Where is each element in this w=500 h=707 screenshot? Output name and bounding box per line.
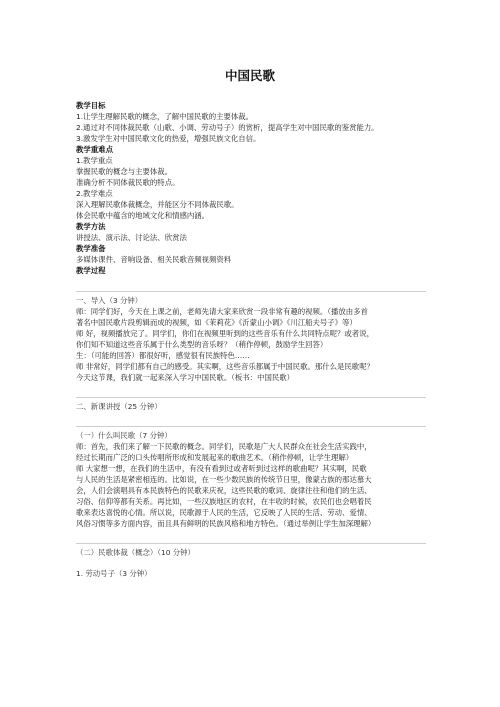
difficult-label: 2.教学难点 [76,189,113,198]
objectives-heading: 教学目标 [76,101,106,110]
part2-heading: （二）民歌体裁（概念）（10 分钟） [76,548,195,557]
section-divider [76,426,426,427]
section-divider [76,543,426,544]
new-lesson-heading: 二、新课讲授（25 分钟） [76,402,162,411]
key-label: 1.教学重点 [76,156,113,165]
intro-line: 今天这节课，我们就一起来深入学习中国民歌。（板书：中国民歌） [76,373,295,382]
part1-line: 师：首先，我们来了解一下民歌的概念。同学们，民歌是广大人民群众在社会生活实践中， [76,442,372,451]
document-body [76,100,426,579]
part1-line: 歌来表达喜悦的心情。所以说，民歌源于人民的生活，它反映了人民的生活、劳动、爱情、 [76,508,372,517]
intro-line: 师 非常好，同学们都有自己的感受。其实啊，这些音乐都属于中国民歌。那什么是民歌呢？ [76,362,374,371]
document-title: 中国民歌 [224,68,275,83]
key-item: 准确分析不同体裁民歌的特点。 [76,178,180,187]
part1-line: 经过长期而广泛的口头传唱所形成和发展起来的歌曲艺术。（稍作停顿，让学生理解） [76,453,354,462]
intro-heading: 一、导入（3 分钟） [76,296,143,305]
section-divider [76,291,426,292]
methods-heading: 教学方法 [76,222,106,231]
preparation-heading: 教学准备 [76,244,106,253]
sub1-heading: 1. 劳动号子（3 分钟） [76,569,152,578]
intro-line: 师 好，视频播放完了。同学们，你们在视频里听到的这些音乐有什么共同特点呢？或者说， [76,329,374,338]
objective-item: 1.让学生理解民歌的概念，了解中国民歌的主要体裁。 [76,112,254,121]
difficult-item: 体会民歌中蕴含的地域文化和情感内涵。 [76,211,210,220]
key-item: 掌握民歌的概念与主要体裁。 [76,167,173,176]
objective-item: 3.激发学生对中国民歌文化的热爱，增强民族文化自信。 [76,134,261,143]
difficult-item: 深入理解民歌体裁概念，并能区分不同体裁民歌。 [76,200,239,209]
part1-heading: （一）什么叫民歌（7 分钟） [76,431,172,440]
intro-line: 师：同学们好，今天在上课之前，老师先请大家来欣赏一段非常有趣的视频。（播放由多首 [76,307,368,316]
intro-line: 你们知不知道这些音乐属于什么类型的音乐呀？（稍作停顿，鼓励学生回答） [76,340,328,349]
part1-line: 会，人们会演唱具有本民族特色的民歌来庆祝，这些民歌的歌词、旋律往往和他们的生活、 [76,486,372,495]
methods-text: 讲授法、演示法、讨论法、欣赏法 [76,233,187,242]
intro-line: 著名中国民歌片段剪辑而成的视频，如《茉莉花》《沂蒙山小调》《川江船夫号子》等） [76,318,357,327]
intro-line: 生：（可能的回答）都很好听，感觉很有民族特色…… [76,351,250,360]
process-heading: 教学过程 [76,266,106,275]
part1-line: 风俗习惯等多方面内容，而且具有鲜明的民族风格和地方特色。（通过举例让学生加深理解） [76,519,376,528]
part1-line: 师 大家想一想，在我们的生活中，有没有看到过或者听到过这样的歌曲呢？其实啊，民歌 [76,464,367,473]
preparation-text: 多媒体课件、音响设备、相关民歌音频视频资料 [76,255,232,264]
key-points-heading: 教学重难点 [76,145,113,154]
objective-item: 2.通过对不同体裁民歌（山歌、小调、劳动号子）的赏析，提高学生对中国民歌的鉴赏能力。 [76,123,379,132]
part1-line: 与人民的生活是紧密相连的。比如说，在一些少数民族的传统节日里，像蒙古族的那达慕大 [76,475,372,484]
section-divider [76,397,426,398]
part1-line: 习俗、信仰等都有关系。再比如，一些汉族地区的农村，在丰收的时候，农民们也会唱着民 [76,497,372,506]
